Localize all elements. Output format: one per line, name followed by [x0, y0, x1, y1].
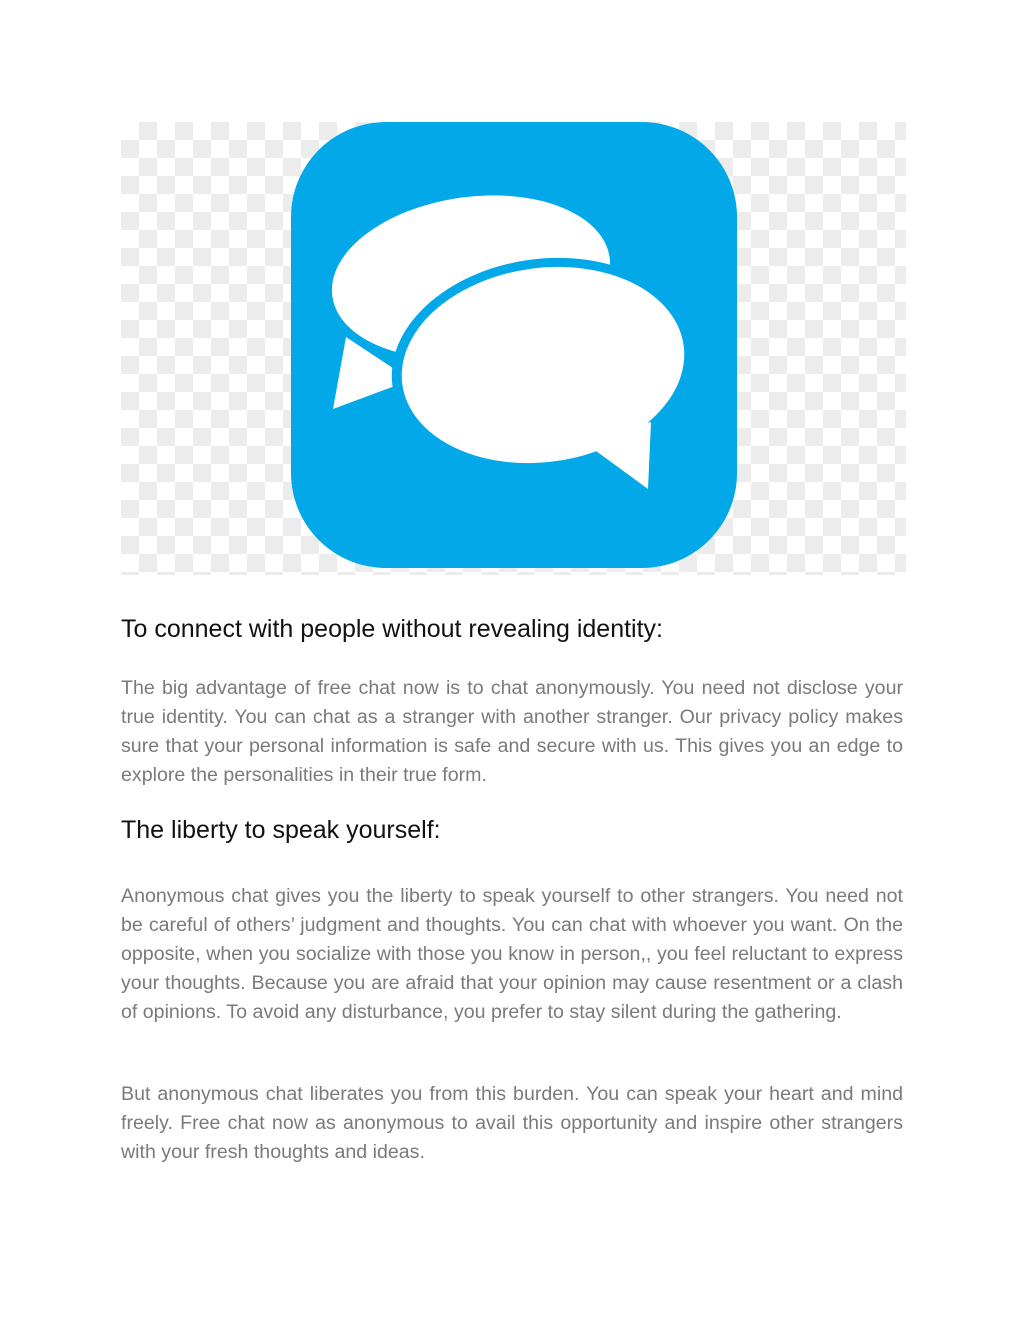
section-paragraph: But anonymous chat liberates you from this burden. You can speak your heart and mind freely. Free chat now as anonymous to avail this opportunity and inspire other strangers with your fresh thoughts and ideas. [121, 1083, 903, 1163]
logo-figure [121, 122, 906, 575]
section-paragraph: Anonymous chat gives you the liberty to speak yourself to other strangers. You need not be careful of others’ judgment and thoughts. You can chat with whoever you want. On the opposite, when you socialize with those you know in person,, you feel reluctant to express your thoughts. Because you are afraid that your opinion may cause resentment or a clash of opinions. To avoid any disturbance, you prefer to stay silent during the gathering. [121, 885, 903, 1023]
chat-bubbles-icon [291, 122, 737, 568]
section-heading: To connect with people without revealing identity: [121, 615, 663, 643]
section-heading: The liberty to speak yourself: [121, 816, 441, 844]
section-paragraph: The big advantage of free chat now is to chat anonymously. You need not disclose your true identity. You can chat as a stranger with another stranger. Our privacy policy makes sure that your personal information is safe and secure with us. This gives you an edge to explore the personalities in their true form. [121, 677, 903, 786]
